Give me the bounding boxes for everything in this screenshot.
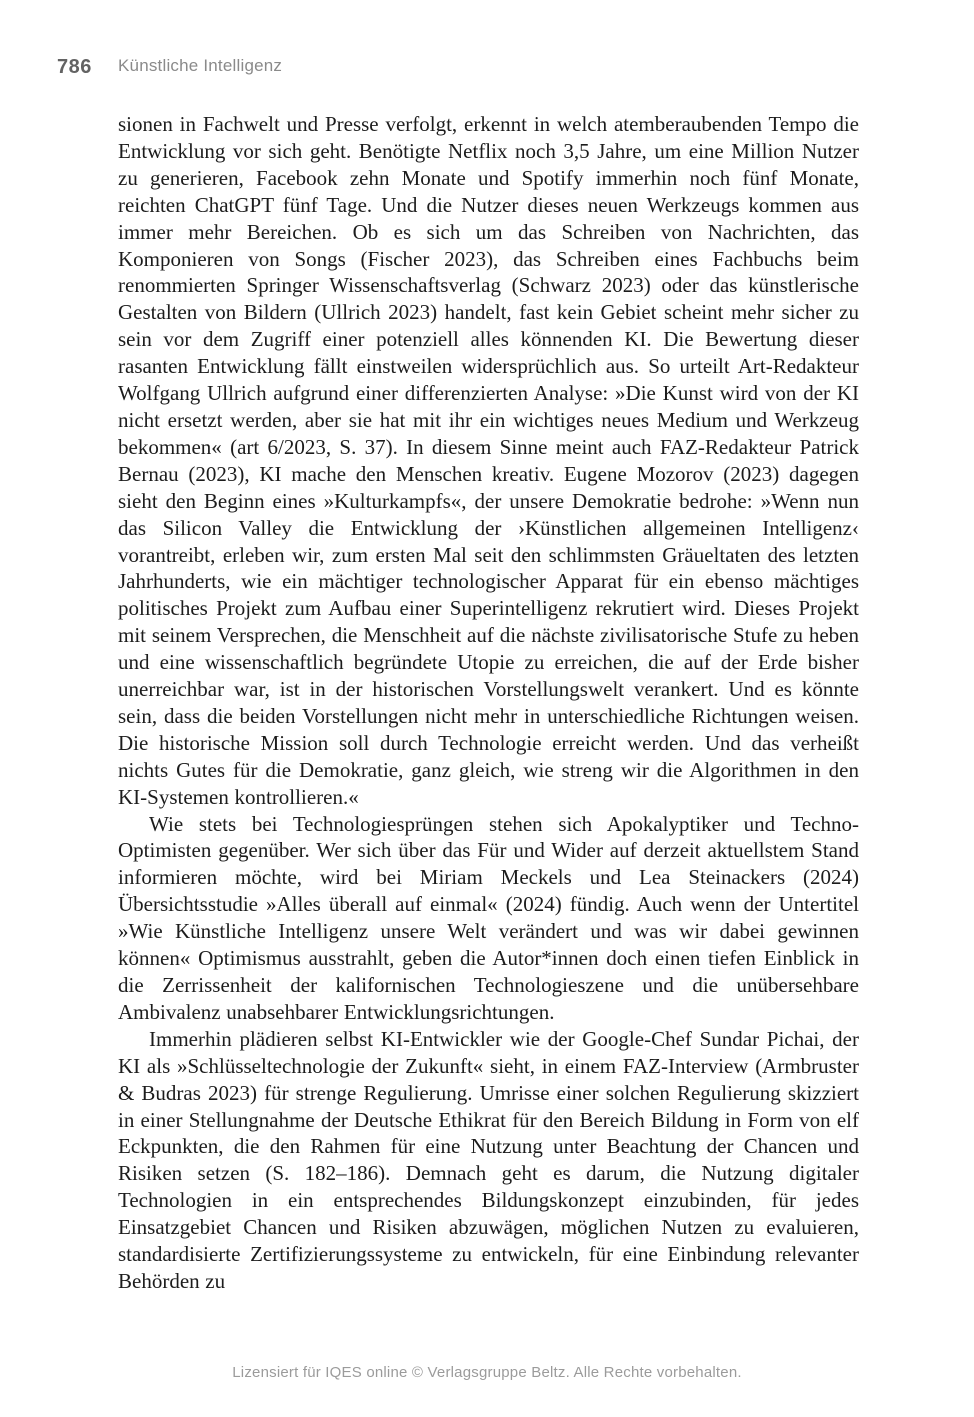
body-paragraph: Wie stets bei Technologiesprüngen stehen sich Apokalyptiker und Techno-Optimisten gegenüber. Wer sich über das Für und Wider auf derzeit aktuellstem Stand informieren möchte, wird bei Miriam Meckels und Lea Steinackers (2024) Übersichtsstudie »Alles überall auf einmal« (2024) fündig. Auch wenn der Untertitel »Wie Künstliche Intelligenz unsere Welt verändert und was wir dabei gewinnen können« Optimismus ausstrahlt, geben die Autor*innen doch einen tiefen Einblick in die Zerrissenheit der kalifornischen Technologieszene und die unübersehbare Ambivalenz unabsehbarer Entwicklungsrichtungen. [118, 811, 859, 1024]
page-number: 786 [57, 56, 92, 78]
body-paragraph: sionen in Fachwelt und Presse verfolgt, erkennt in welch atemberaubenden Tempo die Entwicklung vor sich geht. Benötigte Netflix noch 3,5 Jahre, um eine Million Nutzer zu generieren, Facebook zehn Monate und Spotify immerhin noch fünf Monate, reichten ChatGPT fünf Tage. Und die Nutzer dieses neuen Werkzeugs kommen aus immer mehr Bereichen. Ob es sich um das Schreiben von Nachrichten, das Komponieren von Songs (Fischer 2023), das Schreiben eines Fachbuchs beim renommierten Springer Wissenschaftsverlag (Schwarz 2023) oder das künstlerische Gestalten von Bildern (Ullrich 2023) handelt, fast kein Gebiet scheint mehr sicher zu sein vor dem Zugriff einer potenziell alles könnenden KI. Die Bewertung dieser rasanten Entwicklung fällt einstweilen widersprüchlich aus. So urteilt Art-Redakteur Wolfgang Ullrich aufgrund einer differenzierten Analyse: »Die Kunst wird von der KI nicht ersetzt werden, aber sie hat mit ihr ein wichtiges neues Medium und Werkzeug bekommen« (art 6/2023, S. 37). In diesem Sinne meint auch FAZ-Redakteur Patrick Bernau (2023), KI mache den Menschen kreativ. Eugene Mozorov (2023) dagegen sieht den Beginn eines »Kulturkampfs«, der unsere Demokratie bedrohe: »Wenn nun das Silicon Valley die Entwicklung der ›Künstlichen allgemeinen Intelligenz‹ vorantreibt, erleben wir, zum ersten Mal seit den schlimmsten Gräueltaten des letzten Jahrhunderts, wie ein mächtiger technologischer Apparat für ein ebenso mächtiges politisches Projekt zum Aufbau einer Superintelligenz rekrutiert wird. Dieses Projekt mit seinem Versprechen, die Menschheit auf die nächste zivilisatorische Stufe zu heben und eine wissenschaftlich begründete Utopie zu erreichen, die auf der Erde bisher unerreichbar war, ist in der historischen Vorstellungswelt verankert. Und es könnte sein, dass die beiden Vorstellungen nicht mehr in unterschiedliche Richtungen weisen. Die historische Mission soll durch Technologie erreicht werden. Und das verheißt nichts Gutes für die Demokratie, ganz gleich, wie streng wir die Algorithmen in den KI-Systemen kontrollieren.« [118, 112, 859, 809]
license-footer: Lizensiert für IQES online © Verlagsgruppe Beltz. Alle Rechte vorbehalten. [232, 1364, 742, 1381]
chapter-title: Künstliche Intelligenz [118, 56, 283, 75]
body-paragraph: Immerhin plädieren selbst KI-Entwickler wie der Google-Chef Sundar Pichai, der KI als »Schlüsseltechnologie der Zukunft« sieht, in einem FAZ-Interview (Armbruster & Budras 2023) für strenge Regulierung. Umrisse einer solchen Regulierung skizziert in einer Stellungnahme der Deutsche Ethikrat für den Bereich Bildung in Form von elf Eckpunkten, die den Rahmen für eine Nutzung unter Beachtung der Chancen und Risiken setzen (S. 182–186). Demnach geht es darum, die Nutzung digitaler Technologien in ein entsprechendes Bildungskonzept einzubinden, für jedes Einsatzgebiet Chancen und Risiken abzuwägen, möglichen Nutzen zu evaluieren, standardisierte Zertifizierungssysteme zu entwickeln, für eine Einbindung relevanter Behörden zu [118, 1026, 859, 1293]
running-header [57, 56, 858, 79]
body-text-block [118, 111, 859, 1295]
